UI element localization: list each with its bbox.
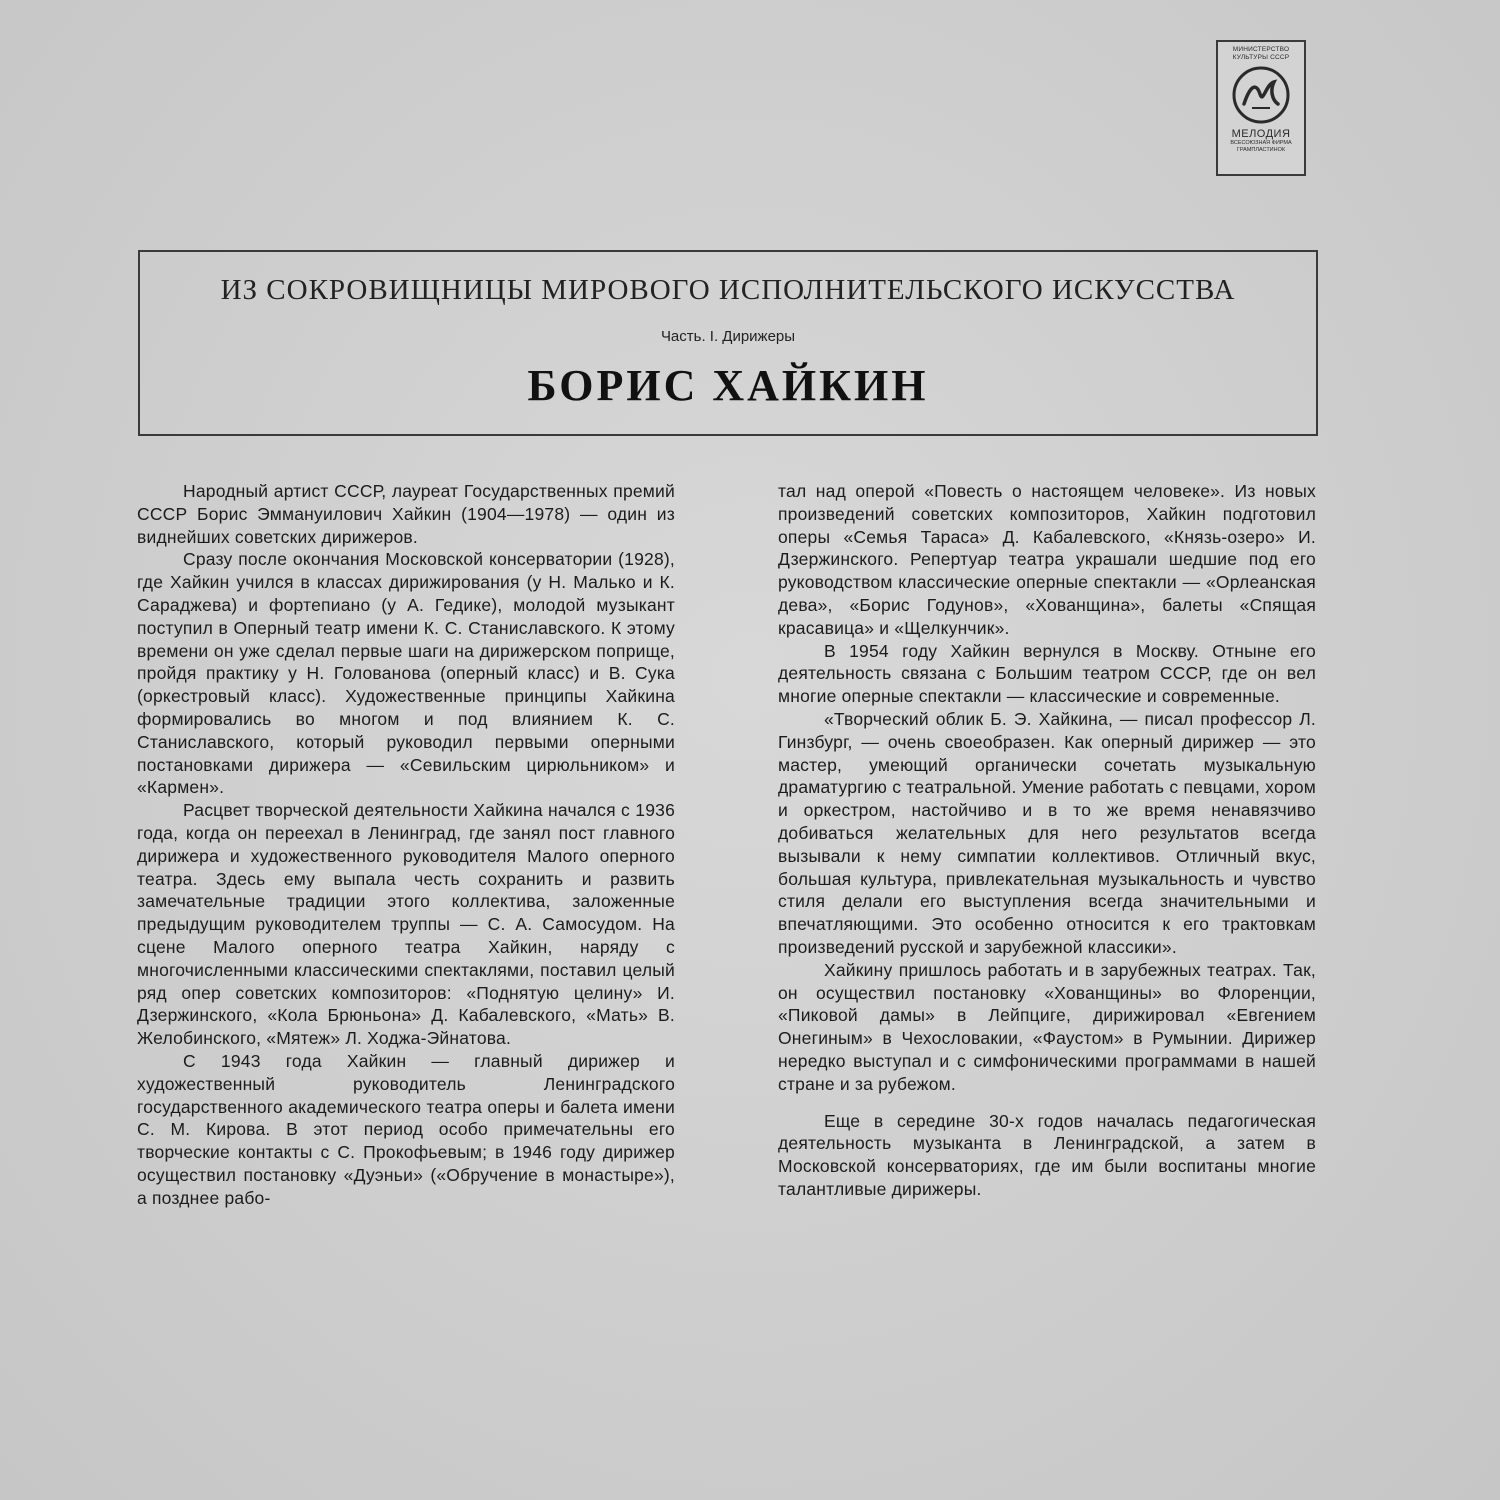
part-subtitle: Часть. I. Дирижеры: [660, 328, 796, 345]
article-column-right: [778, 480, 1316, 1201]
title-box: [138, 250, 1318, 436]
logo-brand-text: МЕЛОДИЯ: [1231, 128, 1291, 140]
article-column-left: [137, 480, 675, 1210]
paragraph: Расцвет творческой деятельности Хайкина начался с 1936 года, когда он переехал в Ленинград, где занял пост главного дирижера и художественного руководителя Малого оперного театра. Здесь ему выпала честь сохранить и развить замечательные традиции этого коллектива, заложенные предыдущим руководителем труппы — С. А. Самосудом. На сцене Малого оперного театра Хайкин, наряду с многочисленными классическими спектаклями, поставил целый ряд опер советских композиторов: «Поднятую целину» И. Дзержинского, «Кола Брюньона» Д. Кабалевского, «Мать» В. Желобинского, «Мятеж» Л. Ходжа-Эйнатова.: [137, 800, 675, 1049]
paragraph: Сразу после окончания Московской консерватории (1928), где Хайкин учился в классах дирижирования (у Н. Малько и К. Сараджева) и фортепиано (у А. Гедике), молодой музыкант поступил в Оперный театр имени К. С. Станиславского. К этому времени он уже сделал первые шаги на дирижерском поприще, пройдя практику у Н. Голованова (оперный класс) и В. Сука (оркестровый класс). Художественные принципы Хайкина формировались во многом и под влиянием К. С. Станиславского, который руководил первыми оперными постановками дирижера — «Севильским цирюльником» и «Кармен».: [137, 549, 675, 798]
paragraph: Народный артист СССР, лауреат Государственных премий СССР Борис Эммануилович Хайкин (1904—1978) — один из виднейших советских дирижеров.: [137, 481, 675, 547]
paragraph: Хайкину пришлось работать и в зарубежных театрах. Так, он осуществил постановку «Хованщины» во Флоренции, «Пиковой дамы» в Лейпциге, дирижировал «Евгением Онегиным» в Чехословакии, «Фаустом» в Румынии. Дирижер нередко выступал и с симфоническими программами в нашей стране и за рубежом.: [778, 959, 1316, 1094]
logo-ministry-text: МИНИСТЕРСТВО КУЛЬТУРЫ СССР: [1232, 46, 1290, 61]
conductor-name: БОРИС ХАЙКИН: [527, 361, 929, 410]
paragraph: тал над оперой «Повесть о настоящем человеке». Из новых произведений советских композиторов, Хайкин подготовил оперы «Семья Тараса» Д. Кабалевского, «Князь-озеро» И. Дзержинского. Репертуар театра украшали шедшие под его руководством классические оперные спектакли — «Орлеанская дева», «Борис Годунов», «Хованщина», балеты «Спящая красавица» и «Щелкунчик».: [778, 481, 1316, 638]
paragraph: «Творческий облик Б. Э. Хайкина, — писал профессор Л. Гинзбург, — очень своеобразен. Как оперный дирижер — это мастер, умеющий органически сочетать музыкальную драматургию с театральной. Умение работать с певцами, хором и оркестром, настойчиво и в то же время ненавязчиво добиваться желательных для него результатов всегда вызывали к нему симпатии коллективов. Отличный вкус, большая культура, привлекательная музыкальность и чувство стиля делали его выступления всегда значительными и впечатляющими. Это особенно относится к его трактовкам произведений русской и зарубежной классики».: [778, 708, 1316, 957]
paragraph: Еще в середине 30-х годов началась педагогическая деятельность музыканта в Ленинградской, а затем в Московской консерваториях, где им были воспитаны многие талантливые дирижеры.: [778, 1110, 1316, 1199]
series-title: ИЗ СОКРОВИЩНИЦЫ МИРОВОГО ИСПОЛНИТЕЛЬСКОГО ИСКУССТВА: [220, 274, 1236, 306]
logo-firm-text: ВСЕСОЮЗНАЯ ФИРМА ГРАМПЛАСТИНОК: [1230, 140, 1292, 153]
melodiya-logo: [1216, 40, 1306, 176]
paragraph: В 1954 году Хайкин вернулся в Москву. Отныне его деятельность связана с Большим театром СССР, где он вел многие оперные спектакли — классические и современные.: [778, 640, 1316, 707]
paragraph: С 1943 года Хайкин — главный дирижер и художественный руководитель Ленинградского государственного академического театра оперы и балета имени С. М. Кирова. В этот период особо примечательны его творческие контакты с С. Прокофьевым; в 1946 году дирижер осуществил постановку «Дуэньи» («Обручение в монастыре»), а позднее рабо-: [137, 1050, 675, 1208]
melodiya-emblem-icon: [1230, 64, 1292, 126]
